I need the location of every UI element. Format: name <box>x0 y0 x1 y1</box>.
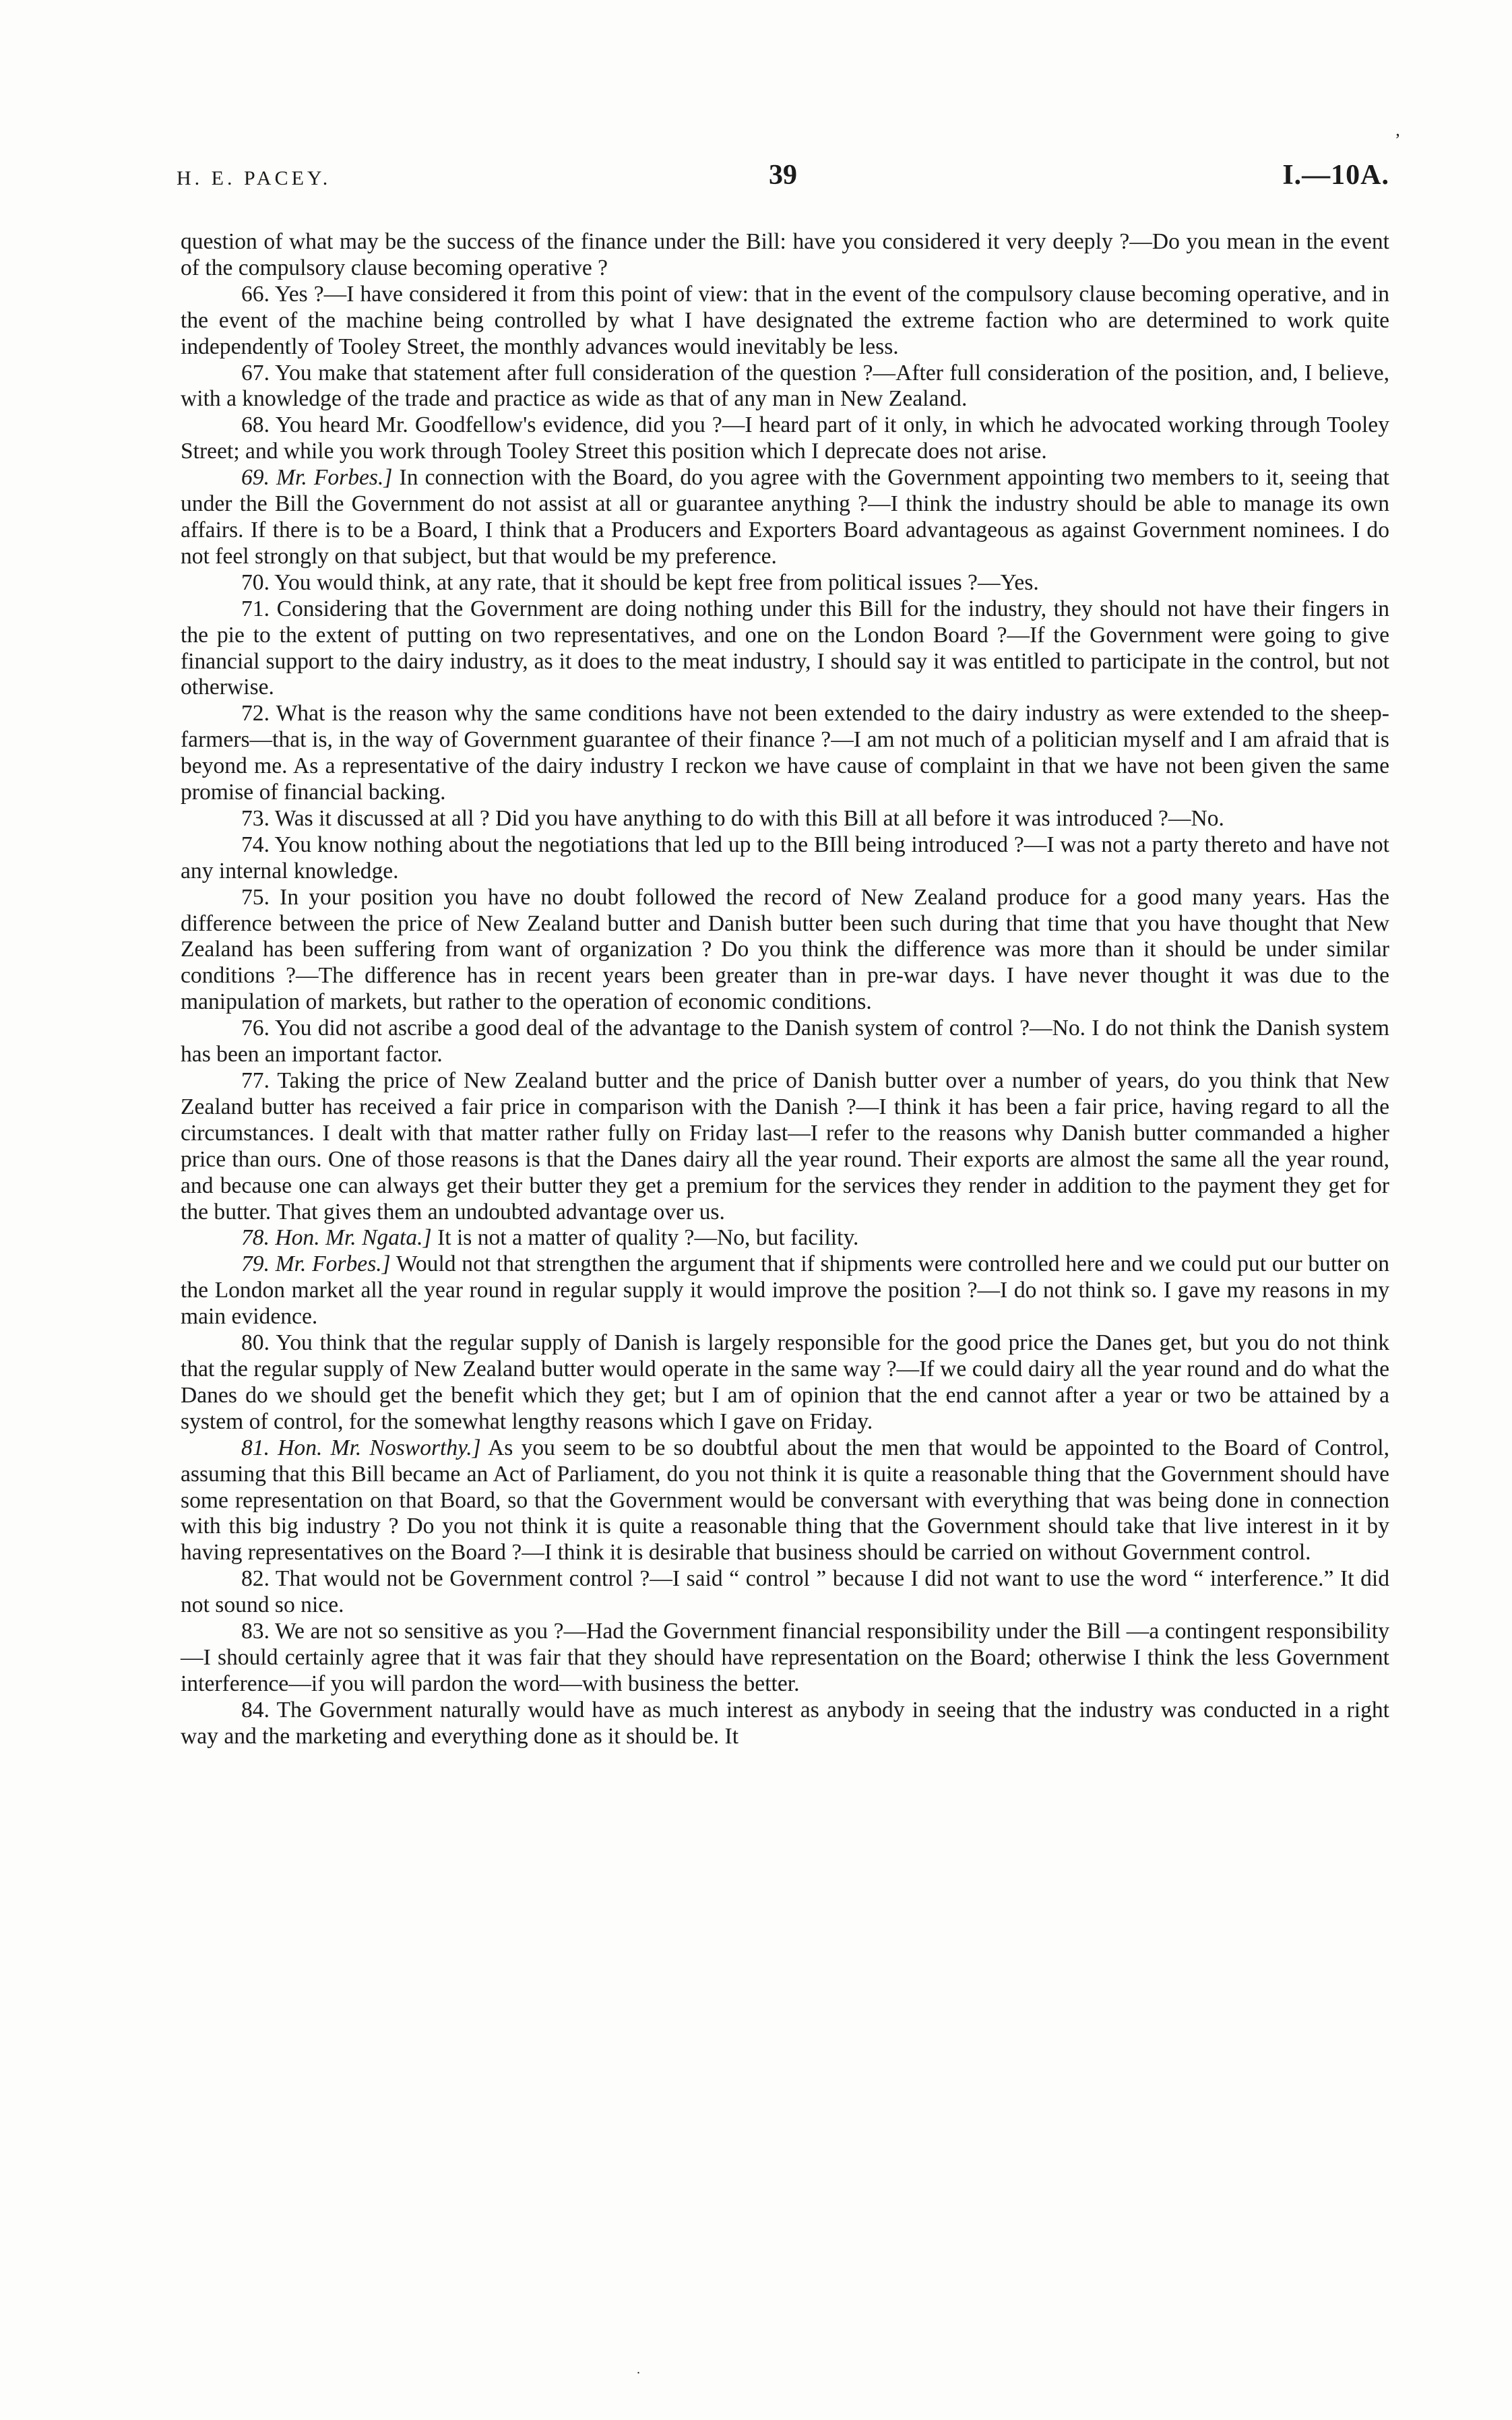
paragraph: 69. Mr. Forbes.] In connection with the Board, do you agree with the Government appointing two members to it, seeing that under the Bill the Government do not assist at all or guarantee anything ?—I think the industry should be able to manage its own affairs. If there is to be a Board, I think that a Producers and Exporters Board advantageous as against Government nominees. I do not feel strongly on that subject, but that would be my preference. <box>181 465 1390 569</box>
speaker-label: 69. Mr. Forbes.] <box>241 465 393 491</box>
paragraph: 72. What is the reason why the same conditions have not been extended to the dairy industry as were extended to the sheep-farmers—that is, in the way of Government guarantee of their finance ?—I am not much of a politician myself and I am afraid that is beyond me. As a representative of the dairy industry I reckon we have cause of complaint in that we have not been given the same promise of financial backing. <box>181 701 1389 805</box>
paragraph: 78. Hon. Mr. Ngata.] It is not a matter of quality ?—No, but facility. <box>241 1225 859 1251</box>
page-number: 39 <box>769 160 797 191</box>
paragraph: 80. You think that the regular supply of Danish is largely responsible for the good price the Danes get, but you do not think that the regular supply of New Zealand butter would operate in the same way ?—If we could dairy all the year round and do what the Danes do we should get the benefit which they get; but I am of opinion that the end cannot after a year or two be attained by a system of control, for the somewhat lengthy reasons which I gave on Friday. <box>181 1330 1389 1434</box>
paragraph: 74. You know nothing about the negotiations that led up to the BIll being introduced ?—I was not a party thereto and have not any internal knowledge. <box>181 832 1389 883</box>
paragraph: 76. You did not ascribe a good deal of the advantage to the Danish system of control ?—No. I do not think the Danish system has been an important factor. <box>181 1016 1389 1067</box>
witness-name: H. E. PACEY. <box>177 167 332 189</box>
footer-mark: . <box>637 2362 640 2377</box>
speaker-label: 79. Mr. Forbes.] <box>241 1251 391 1277</box>
page-header <box>177 159 1389 199</box>
margin-mark: ‚ <box>1395 120 1401 139</box>
paragraph: 73. Was it discussed at all ? Did you have anything to do with this Bill at all before it was introduced ?—No. <box>241 805 1224 831</box>
document-reference: I.—10A. <box>1282 160 1389 191</box>
paragraph: 81. Hon. Mr. Nosworthy.] As you seem to be so doubtful about the men that would be appointed to the Board of Control, assuming that this Bill became an Act of Parliament, do you not think it is quite a reasonable thing that the Government should have some representation on that Board, so that the Government would be conversant with everything that was being done in connection with this big industry ? Do you not think it is quite a reasonable thing that the Government should take that live interest in it by having representatives on the Board ?—I think it is desirable that business should be carried on without Government control. <box>181 1435 1389 1565</box>
paragraph: 67. You make that statement after full consideration of the question ?—After full consideration of the position, and, I believe, with a knowledge of the trade and practice as wide as that of any man in New Zealand. <box>181 360 1389 412</box>
speaker-label: 81. Hon. Mr. Nosworthy.] <box>241 1435 481 1460</box>
paragraph: question of what may be the success of the finance under the Bill: have you considered it very deeply ?—Do you mean in the event of the compulsory clause becoming operative ? <box>181 229 1389 280</box>
paragraph: 70. You would think, at any rate, that it should be kept free from political issues ?—Yes. <box>241 569 1039 595</box>
paragraph: 66. Yes ?—I have considered it from this point of view: that in the event of the compulsory clause becoming operative, and in the event of the machine being controlled by what I have designated the extreme faction who are determined to work quite independently of Tooley Street, the monthly advances would inevitably be less. <box>181 281 1389 359</box>
paragraph: 75. In your position you have no doubt followed the record of New Zealand produce for a good many years. Has the difference between the price of New Zealand butter and Danish butter been such during that time that you have thought that New Zealand has been suffering from want of organization ? Do you think the difference was more than it should be under similar conditions ?—The difference has in recent years been greater than in pre-war days. I have never thought it was due to the manipulation of markets, but rather to the operation of economic conditions. <box>181 884 1389 1015</box>
speaker-label: 78. Hon. Mr. Ngata.] <box>241 1225 432 1251</box>
paragraph: 77. Taking the price of New Zealand butter and the price of Danish butter over a number of years, do you think that New Zealand butter has received a fair price in comparison with the Danish ?—I think it has been a fair price, having regard to all the circumstances. I dealt with that matter rather fully on Friday last—I refer to the reasons why Danish butter commanded a higher price than ours. One of those reasons is that the Danes dairy all the year round. Their exports are almost the same all the year round, and because one can always get their butter they get a premium for the services they render in addition to the payment they get for the butter. That gives them an undoubted advantage over us. <box>181 1068 1389 1224</box>
paragraph: 68. You heard Mr. Goodfellow's evidence, did you ?—I heard part of it only, in which he advocated working through Tooley Street; and while you work through Tooley Street this position which I deprecate does not arise. <box>181 412 1389 464</box>
paragraph: 79. Mr. Forbes.] Would not that strengthen the argument that if shipments were controlled here and we could put our butter on the London market all the year round in regular supply it would improve the position ?—I do not think so. I gave my reasons in my main evidence. <box>181 1251 1389 1330</box>
paragraph: 71. Considering that the Government are doing nothing under this Bill for the industry, they should not have their fingers in the pie to the extent of putting on two representatives, and one on the London Board ?—If the Government were going to give financial support to the dairy industry, as it does to the meat industry, I should say it was entitled to participate in the control, but not otherwise. <box>181 596 1389 700</box>
evidence-text <box>181 229 1389 1750</box>
paragraph: 84. The Government naturally would have as much interest as anybody in seeing that the industry was conducted in a right way and the marketing and everything done as it should be. It <box>181 1697 1389 1749</box>
paragraph: 82. That would not be Government control ?—I said “ control ” because I did not want to use the word “ interference.” It did not sound so nice. <box>181 1566 1389 1618</box>
paragraph: 83. We are not so sensitive as you ?—Had the Government financial responsibility under the Bill —a contingent responsibility—I should certainly agree that it was fair that they should have representation on the Board; otherwise I think the less Government interference—if you will pardon the word—with business the better. <box>181 1619 1389 1696</box>
